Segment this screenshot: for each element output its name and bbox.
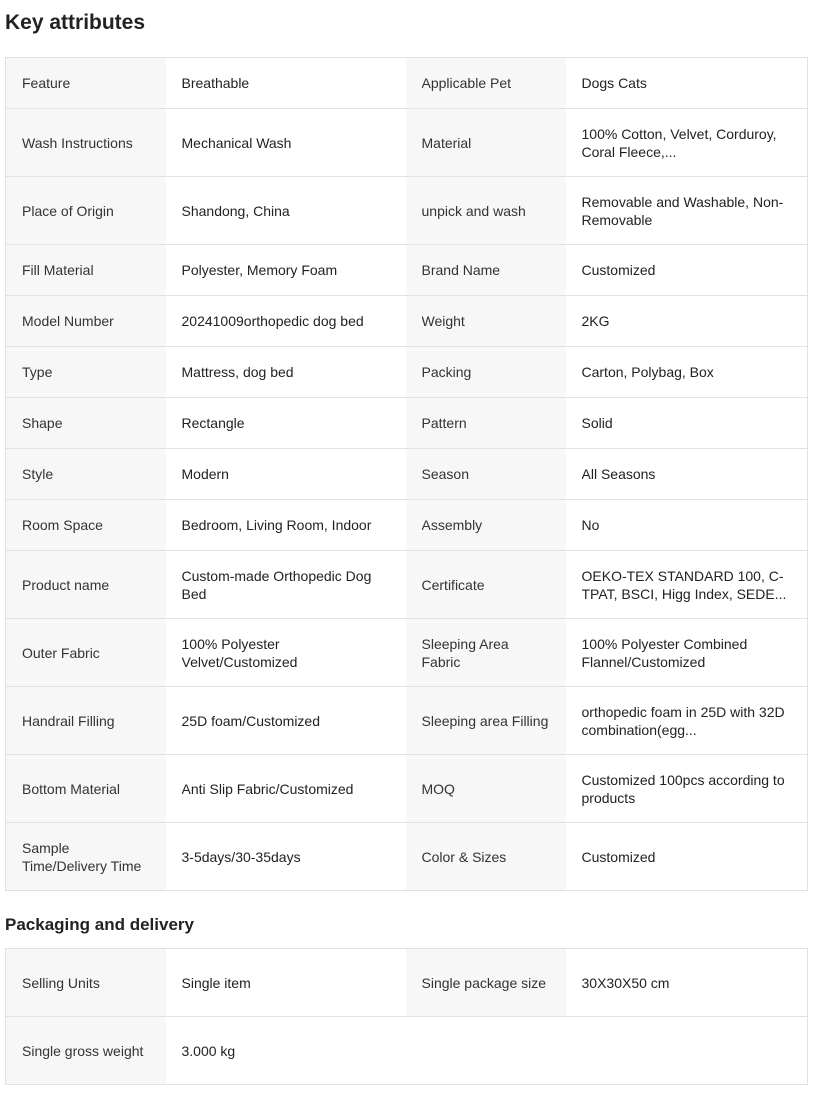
attribute-value: 100% Polyester Combined Flannel/Customized [566, 619, 808, 687]
packaging-delivery-title: Packaging and delivery [5, 915, 194, 934]
attribute-value: Dogs Cats [566, 58, 808, 109]
table-row [6, 687, 808, 755]
attribute-value: Mechanical Wash [166, 109, 406, 177]
attribute-label: Bottom Material [6, 755, 166, 823]
key-attributes-title: Key attributes [5, 11, 146, 34]
attribute-label: Color & Sizes [406, 823, 566, 891]
table-row [6, 296, 808, 347]
attribute-label: Feature [6, 58, 166, 109]
attribute-label: Style [6, 449, 166, 500]
attribute-label: Place of Origin [6, 177, 166, 245]
attribute-label: Sleeping area Filling [406, 687, 566, 755]
attribute-label: Sleeping Area Fabric [406, 619, 566, 687]
attribute-label: Room Space [6, 500, 166, 551]
attribute-label: Model Number [6, 296, 166, 347]
packaging-delivery-table [5, 948, 808, 1085]
table-row [6, 755, 808, 823]
attribute-value: No [566, 500, 808, 551]
attribute-value: orthopedic foam in 25D with 32D combination(egg... [566, 687, 808, 755]
attribute-value: Customized [566, 823, 808, 891]
attribute-label: Certificate [406, 551, 566, 619]
attribute-label: Pattern [406, 398, 566, 449]
attribute-label: Product name [6, 551, 166, 619]
attribute-value: Breathable [166, 58, 406, 109]
attribute-value: Solid [566, 398, 808, 449]
attribute-label: Outer Fabric [6, 619, 166, 687]
attribute-value: Modern [166, 449, 406, 500]
table-row [6, 347, 808, 398]
attribute-value: Mattress, dog bed [166, 347, 406, 398]
table-row [6, 109, 808, 177]
attribute-label: Assembly [406, 500, 566, 551]
attribute-value: 3.000 kg [166, 1017, 406, 1085]
attribute-value: All Seasons [566, 449, 808, 500]
table-row [6, 1017, 808, 1085]
attribute-value: 3-5days/30-35days [166, 823, 406, 891]
attribute-label: Packing [406, 347, 566, 398]
table-row [6, 551, 808, 619]
attribute-label: Shape [6, 398, 166, 449]
table-row [6, 58, 808, 109]
attribute-value: 30X30X50 cm [566, 949, 808, 1017]
key-attributes-table [5, 57, 808, 891]
attribute-value: Removable and Washable, Non-Removable [566, 177, 808, 245]
attribute-value: OEKO-TEX STANDARD 100, C-TPAT, BSCI, Higg Index, SEDE... [566, 551, 808, 619]
attribute-value: Custom-made Orthopedic Dog Bed [166, 551, 406, 619]
attribute-label: Single gross weight [6, 1017, 166, 1085]
attribute-value: Single item [166, 949, 406, 1017]
attribute-value: Rectangle [166, 398, 406, 449]
attribute-label: Season [406, 449, 566, 500]
table-row [6, 823, 808, 891]
table-row [6, 500, 808, 551]
attribute-value: Carton, Polybag, Box [566, 347, 808, 398]
attribute-label: Handrail Filling [6, 687, 166, 755]
attribute-label: unpick and wash [406, 177, 566, 245]
attribute-value: Shandong, China [166, 177, 406, 245]
table-row [6, 949, 808, 1017]
attribute-value: Customized 100pcs according to products [566, 755, 808, 823]
table-row [6, 245, 808, 296]
attribute-value: 2KG [566, 296, 808, 347]
attribute-value: Customized [566, 245, 808, 296]
attribute-value: Polyester, Memory Foam [166, 245, 406, 296]
attribute-label: Brand Name [406, 245, 566, 296]
table-row [6, 398, 808, 449]
table-row [6, 449, 808, 500]
attribute-label: Applicable Pet [406, 58, 566, 109]
attribute-label: Type [6, 347, 166, 398]
empty-cell [566, 1017, 808, 1085]
attribute-label: Selling Units [6, 949, 166, 1017]
attribute-label: Weight [406, 296, 566, 347]
attribute-label: Wash Instructions [6, 109, 166, 177]
attribute-value: 100% Polyester Velvet/Customized [166, 619, 406, 687]
attribute-value: 100% Cotton, Velvet, Corduroy, Coral Fleece,... [566, 109, 808, 177]
attribute-value: 20241009orthopedic dog bed [166, 296, 406, 347]
table-row [6, 177, 808, 245]
attribute-value: 25D foam/Customized [166, 687, 406, 755]
empty-cell [406, 1017, 566, 1085]
table-row [6, 619, 808, 687]
attribute-label: Material [406, 109, 566, 177]
attribute-label: Sample Time/Delivery Time [6, 823, 166, 891]
attribute-value: Anti Slip Fabric/Customized [166, 755, 406, 823]
attribute-label: MOQ [406, 755, 566, 823]
attribute-value: Bedroom, Living Room, Indoor [166, 500, 406, 551]
attribute-label: Fill Material [6, 245, 166, 296]
attribute-label: Single package size [406, 949, 566, 1017]
